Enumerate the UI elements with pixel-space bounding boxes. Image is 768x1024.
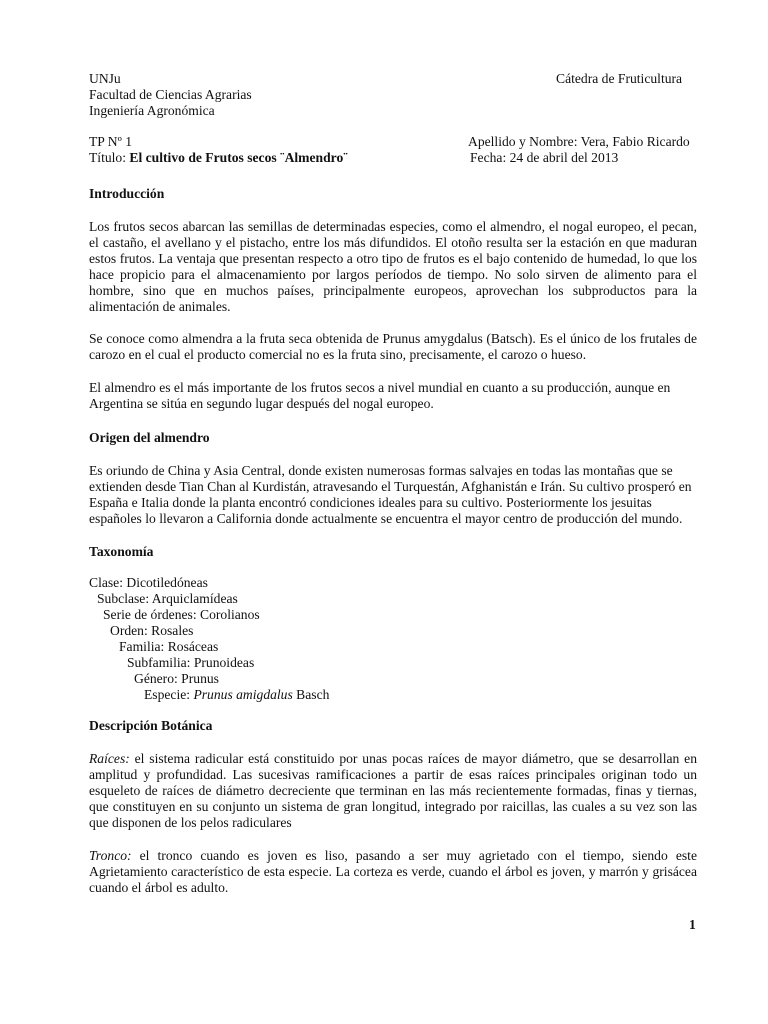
career-name: Ingeniería Agronómica	[89, 103, 215, 118]
tp-number: TP Nº 1	[89, 134, 132, 149]
species-author: Basch	[292, 687, 330, 702]
roots-text: el sistema radicular está constituido por unas pocas raíces de mayor diámetro, que se desarrollan en amplitud y profundidad. Las sucesivas ramificaciones a partir de esas raíces principales originan todo un esqueleto de raíces de diámetro decreciente que terminan en las más recientemente formadas, finas y tiernas, que constituyen en su conjunto un sistema de gran longitud, integrado por raicillas, las cuales a su vez son las que disponen de los pelos radiculares	[89, 751, 697, 830]
page-number: 1	[689, 917, 696, 932]
author-line: Apellido y Nombre: Vera, Fabio Ricardo	[468, 134, 690, 149]
trunk-paragraph	[89, 848, 697, 896]
taxonomy-subfamily: Subfamilia: Prunoideas	[127, 655, 255, 670]
taxonomy-genus: Género: Prunus	[134, 671, 219, 686]
botany-heading: Descripción Botánica	[89, 718, 213, 733]
species-name: Prunus amigdalus	[193, 687, 293, 702]
origin-heading: Origen del almendro	[89, 430, 210, 445]
intro-paragraph-1: Los frutos secos abarcan las semillas de determinadas especies, como el almendro, el nogal europeo, el pecan, el castaño, el avellano y el pistacho, entre los más difundidos. El otoño resulta ser la estación en que maduran estos frutos. La ventaja que presentan respecto a otro tipo de frutos es el bajo contenido de humedad, lo que los hace propicio para el almacenamiento por largos períodos de tiempo. No solo sirven de alimento para el hombre, sino que en muchos países, principalmente europeos, aprovechan los subproductos para la alimentación de animales.	[89, 219, 697, 314]
taxonomy-subclass: Subclase: Arquiclamídeas	[97, 591, 238, 606]
origin-paragraph: Es oriundo de China y Asia Central, donde existen numerosas formas salvajes en todas las montañas que se extienden desde Tian Chan al Kurdistán, atravesando el Turquestán, Afghanistán e Irán. Su cultivo prosperó en España e Italia donde la planta encontró condiciones ideales para su cultivo. Posteriormente los jesuitas españoles lo llevaron a California donde actualmente se encuentra el mayor centro de producción del mundo.	[89, 463, 692, 526]
title-value: El cultivo de Frutos secos ¨Almendro¨	[129, 150, 348, 165]
intro-heading: Introducción	[89, 186, 165, 201]
date-line: Fecha: 24 de abril del 2013	[470, 150, 619, 165]
species-label: Especie:	[144, 687, 194, 702]
roots-label: Raíces:	[89, 751, 130, 766]
taxonomy-family: Familia: Rosáceas	[119, 639, 219, 654]
taxonomy-class: Clase: Dicotiledóneas	[89, 575, 208, 590]
taxonomy-species	[144, 687, 329, 703]
title-line	[89, 150, 348, 166]
trunk-label: Tronco:	[89, 848, 132, 863]
roots-paragraph	[89, 751, 697, 831]
intro-paragraph-2: Se conoce como almendra a la fruta seca obtenida de Prunus amygdalus (Batsch). Es el único de los frutales de carozo en el cual el producto comercial no es la fruta sino, precisamente, el carozo o hueso.	[89, 331, 697, 362]
taxonomy-heading: Taxonomía	[89, 544, 154, 559]
taxonomy-order-series: Serie de órdenes: Corolianos	[103, 607, 260, 622]
institution-name: UNJu	[89, 71, 121, 86]
faculty-name: Facultad de Ciencias Agrarias	[89, 87, 252, 102]
intro-paragraph-3: El almendro es el más importante de los frutos secos a nivel mundial en cuanto a su producción, aunque en Argentina se sitúa en segundo lugar después del nogal europeo.	[89, 380, 671, 411]
chair-name: Cátedra de Fruticultura	[556, 71, 683, 86]
title-label: Título:	[89, 150, 130, 165]
taxonomy-order: Orden: Rosales	[110, 623, 194, 638]
trunk-text: el tronco cuando es joven es liso, pasando a ser muy agrietado con el tiempo, siendo este Agrietamiento característico de esta especie. La corteza es verde, cuando el árbol es joven, y marrón y grisácea cuando el árbol es adulto.	[89, 848, 697, 895]
